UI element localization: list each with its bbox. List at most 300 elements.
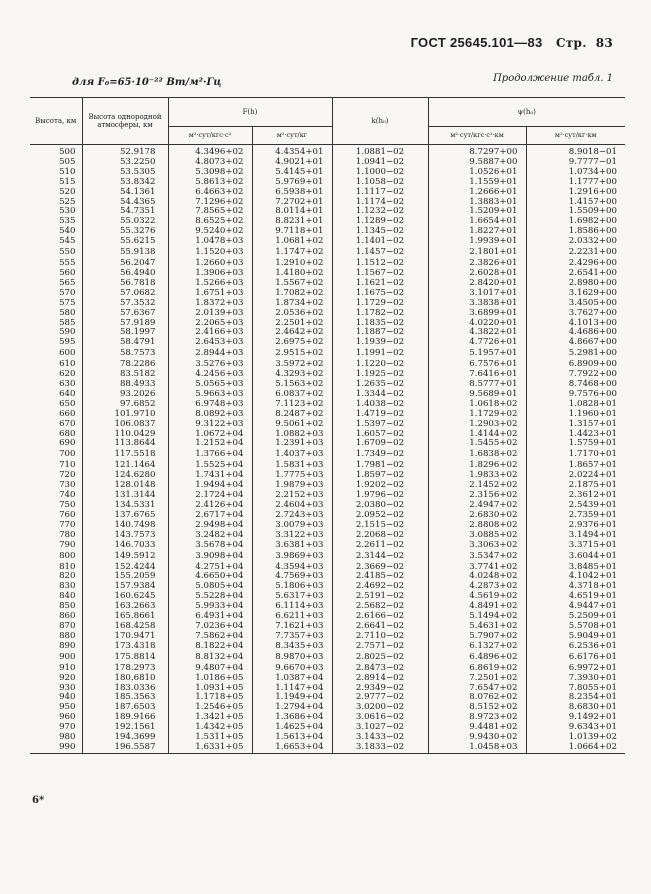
height-cell: 505: [59, 156, 76, 167]
psi-kg-cell: 1.8657+01: [526, 461, 625, 471]
f-kgs-cell: 3.5276+03: [168, 360, 252, 370]
f-kgs-cell: 7.0236+04: [168, 622, 252, 632]
table-row: [30, 309, 625, 319]
f-kg-cell: 3.3122+03: [252, 531, 332, 541]
psi-kg-cell: 7.7922+00: [526, 370, 625, 380]
homogeneous-height-cell: 52.9178: [82, 145, 168, 158]
k-cell: 3.1027−02: [332, 723, 428, 733]
k-cell: 2.1515−02: [332, 521, 428, 531]
homogeneous-height-cell: 57.0682: [82, 289, 168, 299]
height-cell: 595: [59, 337, 76, 348]
k-cell: 2.3144−02: [332, 551, 428, 563]
k-cell: 1.1232−02: [332, 207, 428, 217]
homogeneous-height-cell: 55.0322: [82, 217, 168, 227]
k-cell: 1.4038−02: [332, 400, 428, 410]
height-cell: 980: [59, 732, 76, 743]
psi-kg-cell: 5.2981+00: [526, 348, 625, 360]
psi-kg-cell: 5.5708+01: [526, 622, 625, 632]
table-row: [30, 674, 625, 684]
homogeneous-height-cell: 196.5587: [82, 743, 168, 753]
psi-kg-cell: 2.5439+01: [526, 501, 625, 511]
table-row: [30, 237, 625, 247]
height-cell: 880: [59, 630, 76, 641]
psi-kgs-cell: 4.0220+01: [428, 319, 526, 329]
psi-kg-cell: 4.3718+01: [526, 582, 625, 592]
height-cell: 920: [59, 672, 76, 683]
f-kg-cell: 2.2501+02: [252, 319, 332, 329]
psi-kgs-cell: 9.4481+02: [428, 723, 526, 733]
psi-kgs-cell: 2.8420+01: [428, 279, 526, 289]
homogeneous-height-cell: 168.4258: [82, 622, 168, 632]
psi-kg-cell: 3.1494+01: [526, 531, 625, 541]
psi-kg-cell: 4.6519+01: [526, 592, 625, 602]
k-cell: 1.9202−02: [332, 481, 428, 491]
psi-kgs-cell: 9.5689+01: [428, 390, 526, 400]
height-cell: 525: [59, 196, 76, 207]
psi-kgs-cell: 2.6028+01: [428, 269, 526, 279]
height-cell: 585: [59, 317, 76, 328]
f-kgs-cell: 4.6650+04: [168, 572, 252, 582]
f-kgs-cell: 2.2065+03: [168, 319, 252, 329]
height-cell: 960: [59, 712, 76, 723]
k-cell: 2.7571−02: [332, 642, 428, 652]
height-cell: 650: [59, 398, 76, 409]
f-kg-cell: 2.4642+02: [252, 328, 332, 338]
psi-kg-cell: 1.1777+00: [526, 178, 625, 188]
homogeneous-height-cell: 149.5912: [82, 551, 168, 563]
f-kg-cell: 4.9021+01: [252, 158, 332, 168]
k-cell: 2.9349−02: [332, 684, 428, 694]
k-cell: 2.2068−02: [332, 531, 428, 541]
f-kg-cell: 2.0536+02: [252, 309, 332, 319]
f-kgs-cell: 5.9933+04: [168, 602, 252, 612]
f-kgs-cell: 8.8132+04: [168, 652, 252, 664]
f-kgs-cell: 3.9098+04: [168, 551, 252, 563]
homogeneous-height-cell: 88.4933: [82, 380, 168, 390]
f-kg-cell: 1.4180+02: [252, 269, 332, 279]
f-kg-cell: 1.5613+04: [252, 733, 332, 743]
table-row: [30, 551, 625, 563]
height-cell: 530: [59, 206, 76, 217]
k-cell: 2.5191−02: [332, 592, 428, 602]
psi-kg-cell: 1.6982+00: [526, 217, 625, 227]
f-kg-cell: 1.2910+02: [252, 259, 332, 269]
height-cell: 910: [59, 662, 76, 673]
psi-kg-cell: 6.9972+01: [526, 664, 625, 674]
f-kgs-cell: 2.6453+03: [168, 338, 252, 348]
homogeneous-height-cell: 55.3276: [82, 227, 168, 237]
psi-kgs-cell: 2.1452+02: [428, 481, 526, 491]
homogeneous-height-cell: 57.9189: [82, 319, 168, 329]
f-unit-1: м²·сут/кгс·с²: [168, 127, 252, 145]
f-kgs-cell: 2.9498+04: [168, 521, 252, 531]
f-kgs-cell: 8.0892+03: [168, 410, 252, 420]
height-cell: 620: [59, 369, 76, 380]
psi-kg-cell: 2.9376+01: [526, 521, 625, 531]
psi-kgs-cell: 1.0618+02: [428, 400, 526, 410]
k-cell: 1.1925−02: [332, 370, 428, 380]
f-kg-cell: 8.2487+02: [252, 410, 332, 420]
f-kgs-cell: 2.4126+04: [168, 501, 252, 511]
page-header: [411, 35, 613, 50]
psi-kgs-cell: 4.0248+02: [428, 572, 526, 582]
k-cell: 1.1457−02: [332, 247, 428, 259]
psi-kgs-cell: 5.1957+01: [428, 348, 526, 360]
height-cell: 700: [59, 449, 76, 460]
f-kgs-cell: 9.3122+03: [168, 420, 252, 430]
psi-kgs-cell: 6.8619+02: [428, 664, 526, 674]
height-cell: 640: [59, 388, 76, 399]
f-kgs-cell: 1.5311+05: [168, 733, 252, 743]
k-cell: 2.2611−02: [332, 541, 428, 551]
homogeneous-height-cell: 78.2286: [82, 360, 168, 370]
k-cell: 3.0616−02: [332, 713, 428, 723]
psi-kgs-cell: 3.6899+01: [428, 309, 526, 319]
k-cell: 1.1991−02: [332, 348, 428, 360]
psi-kg-cell: 7.8055+01: [526, 684, 625, 694]
f-kg-cell: 1.5567+02: [252, 279, 332, 289]
homogeneous-height-cell: 110.0429: [82, 430, 168, 440]
psi-kg-cell: 8.9018−01: [526, 145, 625, 158]
k-cell: 1.1512−02: [332, 259, 428, 269]
k-cell: 2.6641−02: [332, 622, 428, 632]
psi-kg-cell: 3.7627+00: [526, 309, 625, 319]
k-cell: 2.8473−02: [332, 664, 428, 674]
height-cell: 555: [59, 258, 76, 269]
psi-kg-cell: 1.0828+01: [526, 400, 625, 410]
psi-kgs-cell: 8.5777+01: [428, 380, 526, 390]
homogeneous-height-cell: 185.3563: [82, 693, 168, 703]
f-kg-cell: 1.2391+03: [252, 439, 332, 449]
homogeneous-height-cell: 128.0148: [82, 481, 168, 491]
f-kg-cell: 1.8734+02: [252, 299, 332, 309]
psi-kg-cell: 9.6343+01: [526, 723, 625, 733]
k-cell: 3.1433−02: [332, 733, 428, 743]
homogeneous-height-cell: 170.9471: [82, 632, 168, 642]
k-cell: 1.1000−02: [332, 168, 428, 178]
f-kg-cell: 2.9515+02: [252, 348, 332, 360]
f-kg-cell: 7.7357+03: [252, 632, 332, 642]
psi-kg-cell: 1.0139+02: [526, 733, 625, 743]
homogeneous-height-cell: 157.9384: [82, 582, 168, 592]
homogeneous-height-cell: 53.2250: [82, 158, 168, 168]
k-cell: 1.1174−02: [332, 198, 428, 208]
standard-number: ГОСТ 25645.101—83: [410, 35, 543, 50]
f-kgs-cell: 1.6331+05: [168, 743, 252, 753]
homogeneous-height-cell: 106.0837: [82, 420, 168, 430]
f-kgs-cell: 1.1520+03: [168, 247, 252, 259]
psi-kg-cell: 6.6176+01: [526, 652, 625, 664]
k-cell: 2.0952−02: [332, 511, 428, 521]
psi-kg-cell: 5.2509+01: [526, 612, 625, 622]
psi-kgs-cell: 1.6654+01: [428, 217, 526, 227]
psi-kgs-cell: 9.9430+02: [428, 733, 526, 743]
table-row: [30, 338, 625, 348]
f-kg-cell: 1.0387+04: [252, 674, 332, 684]
psi-kgs-cell: 4.8491+02: [428, 602, 526, 612]
f-kg-cell: 1.1147+04: [252, 684, 332, 694]
f-kgs-cell: 9.5240+02: [168, 227, 252, 237]
f-kg-cell: 7.1621+03: [252, 622, 332, 632]
k-cell: 1.1567−02: [332, 269, 428, 279]
f-kgs-cell: 1.2660+03: [168, 259, 252, 269]
homogeneous-height-cell: 155.2059: [82, 572, 168, 582]
psi-kg-cell: 4.1013+00: [526, 319, 625, 329]
homogeneous-height-cell: 58.4791: [82, 338, 168, 348]
homogeneous-height-cell: 53.5305: [82, 168, 168, 178]
psi-kg-cell: 2.0332+00: [526, 237, 625, 247]
f-kgs-cell: 5.9663+03: [168, 390, 252, 400]
psi-kg-cell: 1.0734+00: [526, 168, 625, 178]
f-kgs-cell: 2.6717+04: [168, 511, 252, 521]
height-cell: 790: [59, 539, 76, 550]
f-kg-cell: 1.4037+03: [252, 449, 332, 461]
k-cell: 1.1939−02: [332, 338, 428, 348]
homogeneous-height-cell: 55.9138: [82, 247, 168, 259]
k-cell: 1.8597−02: [332, 471, 428, 481]
height-cell: 515: [59, 176, 76, 187]
psi-unit-2: м²·сут/кг·км: [526, 127, 625, 145]
psi-kg-cell: 1.1960+01: [526, 410, 625, 420]
homogeneous-height-cell: 137.6765: [82, 511, 168, 521]
psi-kg-cell: 8.7468+00: [526, 380, 625, 390]
psi-kg-cell: 3.3715+01: [526, 541, 625, 551]
psi-kg-cell: 3.4505+00: [526, 299, 625, 309]
f-kgs-cell: 7.8565+02: [168, 207, 252, 217]
psi-kg-cell: 3.6044+01: [526, 551, 625, 563]
k-cell: 2.7110−02: [332, 632, 428, 642]
homogeneous-height-cell: 183.0336: [82, 684, 168, 694]
psi-kgs-cell: 8.9723+02: [428, 713, 526, 723]
psi-kg-cell: 6.2536+01: [526, 642, 625, 652]
table-row: [30, 642, 625, 652]
k-cell: 1.0881−02: [332, 145, 428, 158]
homogeneous-height-cell: 165.8661: [82, 612, 168, 622]
height-cell: 580: [59, 307, 76, 318]
psi-kg-cell: 2.3612+01: [526, 491, 625, 501]
psi-kgs-cell: 1.6838+02: [428, 449, 526, 461]
k-cell: 1.0941−02: [332, 158, 428, 168]
height-cell: 600: [59, 348, 76, 359]
f-kgs-cell: 1.8372+03: [168, 299, 252, 309]
f-kgs-cell: 9.4807+04: [168, 664, 252, 674]
flux-condition: для F₀=65·10⁻²² Вт/м²·Гц: [72, 77, 222, 88]
f-kgs-cell: 1.3906+03: [168, 269, 252, 279]
psi-kgs-cell: 7.6416+01: [428, 370, 526, 380]
homogeneous-height-cell: 140.7498: [82, 521, 168, 531]
k-cell: 1.6709−02: [332, 439, 428, 449]
f-kgs-cell: 4.8073+02: [168, 158, 252, 168]
psi-kgs-cell: 5.7907+02: [428, 632, 526, 642]
f-kg-cell: 1.0882+03: [252, 430, 332, 440]
psi-kgs-cell: 1.9939+01: [428, 237, 526, 247]
psi-kgs-cell: 1.2666+01: [428, 188, 526, 198]
height-cell: 830: [59, 581, 76, 592]
height-cell: 750: [59, 500, 76, 510]
homogeneous-height-cell: 101.9710: [82, 410, 168, 420]
height-cell: 540: [59, 226, 76, 237]
psi-kgs-cell: 5.1494+02: [428, 612, 526, 622]
homogeneous-height-cell: 124.6280: [82, 471, 168, 481]
k-cell: 2.3669−02: [332, 563, 428, 573]
f-kgs-cell: 5.5228+04: [168, 592, 252, 602]
psi-kgs-cell: 3.5347+02: [428, 551, 526, 563]
psi-kgs-cell: 3.3838+01: [428, 299, 526, 309]
k-cell: 1.1401−02: [332, 237, 428, 247]
height-cell: 630: [59, 379, 76, 390]
f-kgs-cell: 1.0478+03: [168, 237, 252, 247]
table-row: [30, 145, 625, 158]
psi-kg-cell: 9.7777−01: [526, 158, 625, 168]
k-cell: 3.1833−02: [332, 743, 428, 753]
height-cell: 940: [59, 692, 76, 703]
f-kgs-cell: 5.0805+04: [168, 582, 252, 592]
psi-kgs-cell: 1.0458+03: [428, 743, 526, 753]
homogeneous-height-cell: 57.3532: [82, 299, 168, 309]
psi-kg-cell: 2.1875+01: [526, 481, 625, 491]
height-cell: 870: [59, 620, 76, 631]
homogeneous-height-cell: 143.7573: [82, 531, 168, 541]
k-cell: 1.3344−02: [332, 390, 428, 400]
f-kg-cell: 1.2794+04: [252, 703, 332, 713]
homogeneous-height-cell: 160.6245: [82, 592, 168, 602]
height-cell: 720: [59, 470, 76, 481]
page-label: Стр.: [555, 36, 587, 50]
height-cell: 770: [59, 519, 76, 530]
height-cell: 820: [59, 571, 76, 582]
f-kgs-cell: 1.6751+03: [168, 289, 252, 299]
psi-kg-cell: 5.9049+01: [526, 632, 625, 642]
f-kgs-cell: 1.1718+05: [168, 693, 252, 703]
psi-kg-cell: 6.8909+00: [526, 360, 625, 370]
psi-unit-1: м²·сут/кгс·с²·км: [428, 127, 526, 145]
f-kgs-cell: 1.2152+04: [168, 439, 252, 449]
psi-kgs-cell: 6.4896+02: [428, 652, 526, 664]
psi-kg-cell: 2.0224+01: [526, 471, 625, 481]
f-kg-cell: 3.9869+03: [252, 551, 332, 563]
psi-kgs-cell: 7.2501+02: [428, 674, 526, 684]
psi-kg-cell: 8.2354+01: [526, 693, 625, 703]
f-kg-cell: 7.1123+02: [252, 400, 332, 410]
homogeneous-height-cell: 175.8814: [82, 652, 168, 664]
k-cell: 1.1782−02: [332, 309, 428, 319]
height-cell: 890: [59, 640, 76, 651]
homogeneous-height-cell: 192.1561: [82, 723, 168, 733]
f-kg-cell: 4.3594+03: [252, 563, 332, 573]
f-kg-cell: 4.4354+01: [252, 145, 332, 158]
table-row: [30, 439, 625, 449]
f-kgs-cell: 8.1822+04: [168, 642, 252, 652]
psi-kgs-cell: 2.1801+01: [428, 247, 526, 259]
height-cell: 990: [59, 741, 76, 752]
k-cell: 1.1835−02: [332, 319, 428, 329]
k-cell: 1.1675−02: [332, 289, 428, 299]
f-unit-2: м²·сут/кг: [252, 127, 332, 145]
f-kg-cell: 5.1563+02: [252, 380, 332, 390]
homogeneous-height-cell: 189.9166: [82, 713, 168, 723]
psi-kgs-cell: 8.0762+02: [428, 693, 526, 703]
f-kgs-cell: 7.1296+02: [168, 198, 252, 208]
f-kgs-cell: 1.5266+03: [168, 279, 252, 289]
f-kg-cell: 9.6670+03: [252, 664, 332, 674]
k-cell: 2.4692−02: [332, 582, 428, 592]
k-cell: 3.0200−02: [332, 703, 428, 713]
f-kg-cell: 5.6317+03: [252, 592, 332, 602]
f-kg-cell: 6.0837+02: [252, 390, 332, 400]
f-kg-cell: 1.1747+02: [252, 247, 332, 259]
f-kgs-cell: 4.3496+02: [168, 145, 252, 158]
psi-kg-cell: 2.8980+00: [526, 279, 625, 289]
psi-kgs-cell: 1.9833+02: [428, 471, 526, 481]
f-kgs-cell: 2.8944+03: [168, 348, 252, 360]
homogeneous-height-cell: 56.2047: [82, 259, 168, 269]
f-kgs-cell: 1.7431+04: [168, 471, 252, 481]
homogeneous-height-cell: 58.7573: [82, 348, 168, 360]
psi-kg-cell: 1.8586+00: [526, 227, 625, 237]
f-kg-cell: 3.6381+03: [252, 541, 332, 551]
height-cell: 510: [59, 166, 76, 177]
psi-kg-cell: 4.8667+00: [526, 338, 625, 348]
f-kg-cell: 5.9769+01: [252, 178, 332, 188]
height-cell: 810: [59, 561, 76, 572]
psi-kg-cell: 1.5759+01: [526, 439, 625, 449]
homogeneous-height-cell: 54.7351: [82, 207, 168, 217]
homogeneous-height-cell: 56.7818: [82, 279, 168, 289]
height-cell: 690: [59, 438, 76, 449]
homogeneous-height-cell: 152.4244: [82, 563, 168, 573]
height-cell: 610: [59, 359, 76, 370]
homogeneous-height-cell: 146.7033: [82, 541, 168, 551]
f-kgs-cell: 1.0931+05: [168, 684, 252, 694]
height-cell: 565: [59, 277, 76, 288]
height-cell: 520: [59, 186, 76, 197]
psi-kg-cell: 4.4686+00: [526, 328, 625, 338]
psi-kgs-cell: 2.8808+02: [428, 521, 526, 531]
psi-kgs-cell: 1.1729+02: [428, 410, 526, 420]
f-kgs-cell: 1.3421+05: [168, 713, 252, 723]
height-cell: 930: [59, 682, 76, 693]
homogeneous-height-cell: 53.8342: [82, 178, 168, 188]
f-kg-cell: 8.9870+03: [252, 652, 332, 664]
height-cell: 970: [59, 722, 76, 733]
homogeneous-height-cell: 58.1997: [82, 328, 168, 338]
f-kg-cell: 6.5938+01: [252, 188, 332, 198]
f-kg-cell: 9.5061+02: [252, 420, 332, 430]
homogeneous-height-cell: 194.3699: [82, 733, 168, 743]
height-cell: 900: [59, 651, 76, 662]
psi-kg-cell: 2.4296+00: [526, 259, 625, 269]
k-cell: 1.9796−02: [332, 491, 428, 501]
psi-kg-cell: 3.1629+00: [526, 289, 625, 299]
table-continuation-title: Продолжение табл. 1: [493, 73, 613, 84]
f-kg-cell: 2.2152+03: [252, 491, 332, 501]
psi-kgs-cell: 2.6830+02: [428, 511, 526, 521]
k-cell: 1.1887−02: [332, 328, 428, 338]
psi-kgs-cell: 2.4947+02: [428, 501, 526, 511]
k-cell: 2.8914−02: [332, 674, 428, 684]
homogeneous-height-cell: 54.4365: [82, 198, 168, 208]
f-kg-cell: 6.6211+03: [252, 612, 332, 622]
f-kgs-cell: 6.4663+02: [168, 188, 252, 198]
psi-kgs-cell: 2.3156+02: [428, 491, 526, 501]
psi-kg-cell: 1.0664+02: [526, 743, 625, 753]
k-cell: 1.4719−02: [332, 410, 428, 420]
table-body: [30, 145, 625, 754]
col-psi-header: ψ(h₀): [428, 98, 625, 127]
k-cell: 1.2635−02: [332, 380, 428, 390]
psi-kg-cell: 1.3157+01: [526, 420, 625, 430]
k-cell: 1.1345−02: [332, 227, 428, 237]
